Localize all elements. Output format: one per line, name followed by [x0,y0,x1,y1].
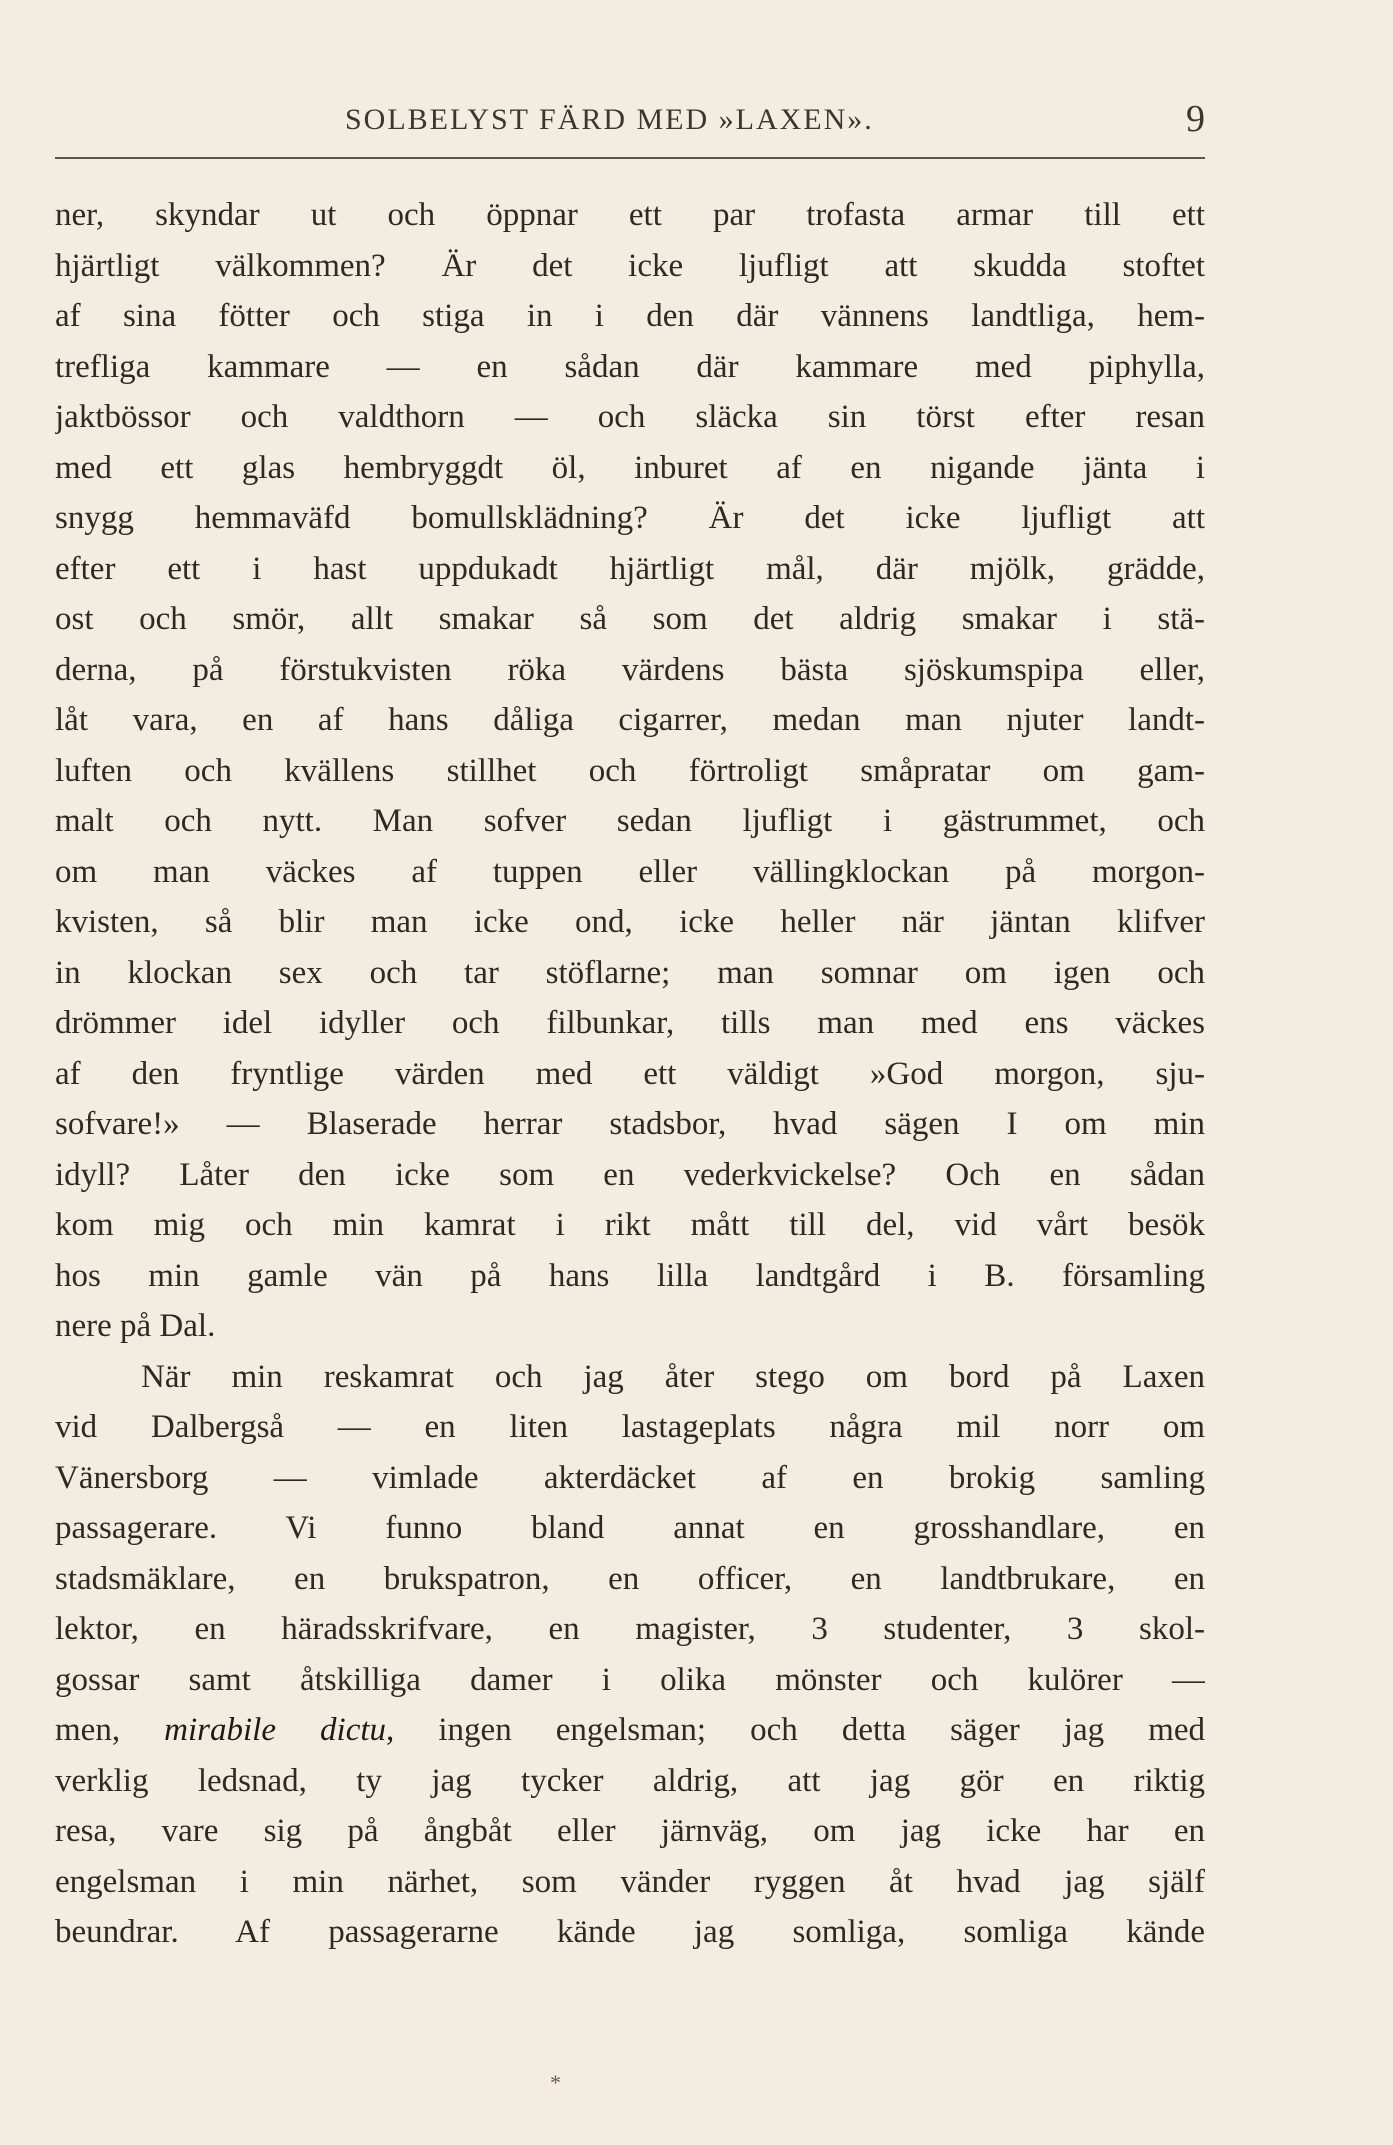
text-line: Vänersborg — vimlade akterdäcket af en brokig samling [55,1459,1205,1496]
page-number: 9 [1186,98,1205,140]
text-line: snygg hemmaväfd bomullsklädning? Är det icke ljufligt att [55,500,1205,536]
text-line: stadsmäklare, en brukspatron, en officer, en landtbrukare, en [55,1560,1205,1597]
latin-phrase: mirabile dictu, [164,1712,395,1748]
text-line: kom mig och min kamrat i rikt mått till del, vid vårt besök [55,1207,1205,1243]
running-title: SOLBELYST FÄRD MED »LAXEN». [345,103,874,136]
text-line: af den fryntlige värden med ett väldigt »God morgon, sju- [55,1055,1205,1092]
text-line: efter ett i hast uppdukadt hjärtligt mål, där mjölk, grädde, [55,550,1205,587]
text-line: trefliga kammare — en sådan där kammare med piphylla, [55,348,1205,385]
footer-mark: * [550,2070,561,2095]
running-head [55,95,1205,145]
text-line: När min reskamrat och jag åter stego om bord på Laxen [141,1358,1205,1395]
body-text [55,190,1205,1958]
text-line: hjärtligt välkommen? Är det icke ljufligt att skudda stoftet [55,247,1205,284]
text-line: drömmer idel idyller och filbunkar, tills man med ens väckes [55,1005,1205,1041]
text-line: passagerare. Vi funno bland annat en grosshandlare, en [55,1510,1205,1546]
text-line: resa, vare sig på ångbåt eller järnväg, om jag icke har en [55,1813,1205,1849]
text-fragment: ingen engelsman; och detta säger jag med [394,1712,1205,1748]
text-line: vid Dalbergså — en liten lastageplats några mil norr om [55,1409,1205,1445]
text-line-with-italic [55,1705,1205,1756]
text-line: malt och nytt. Man sofver sedan ljufligt i gästrummet, och [55,803,1205,839]
header-rule [55,157,1205,159]
text-line: engelsman i min närhet, som vänder ryggen åt hvad jag själf [55,1863,1205,1900]
text-line: idyll? Låter den icke som en vederkvickelse? Och en sådan [55,1156,1205,1193]
text-line: om man väckes af tuppen eller vällingklockan på morgon- [55,853,1205,890]
text-line: kvisten, så blir man icke ond, icke heller när jäntan klifver [55,904,1205,940]
text-line: ner, skyndar ut och öppnar ett par trofasta armar till ett [55,197,1205,233]
text-line: in klockan sex och tar stöflarne; man somnar om igen och [55,954,1205,991]
text-line: med ett glas hembryggdt öl, inburet af en nigande jänta i [55,449,1205,486]
text-fragment: men, [55,1712,165,1748]
text-line: ost och smör, allt smakar så som det aldrig smakar i stä- [55,601,1205,637]
text-line: sofvare!» — Blaserade herrar stadsbor, hvad sägen I om min [55,1106,1205,1142]
text-line: gossar samt åtskilliga damer i olika mönster och kulörer — [55,1661,1205,1698]
text-line: nere på Dal. [55,1308,216,1344]
text-line: jaktbössor och valdthorn — och släcka sin törst efter resan [55,399,1205,435]
text-line: lektor, en häradsskrifvare, en magister, 3 studenter, 3 skol- [55,1611,1205,1647]
text-line: af sina fötter och stiga in i den där vännens landtliga, hem- [55,298,1205,334]
text-line: derna, på förstukvisten röka värdens bästa sjöskumspipa eller, [55,651,1205,688]
text-line: beundrar. Af passagerarne kände jag somliga, somliga kände [55,1914,1205,1950]
book-page [55,95,1205,2095]
text-line: luften och kvällens stillhet och förtroligt småpratar om gam- [55,752,1205,789]
text-line: hos min gamle vän på hans lilla landtgård i B. församling [55,1257,1205,1294]
text-line: verklig ledsnad, ty jag tycker aldrig, att jag gör en riktig [55,1762,1205,1799]
text-line: låt vara, en af hans dåliga cigarrer, medan man njuter landt- [55,702,1205,738]
